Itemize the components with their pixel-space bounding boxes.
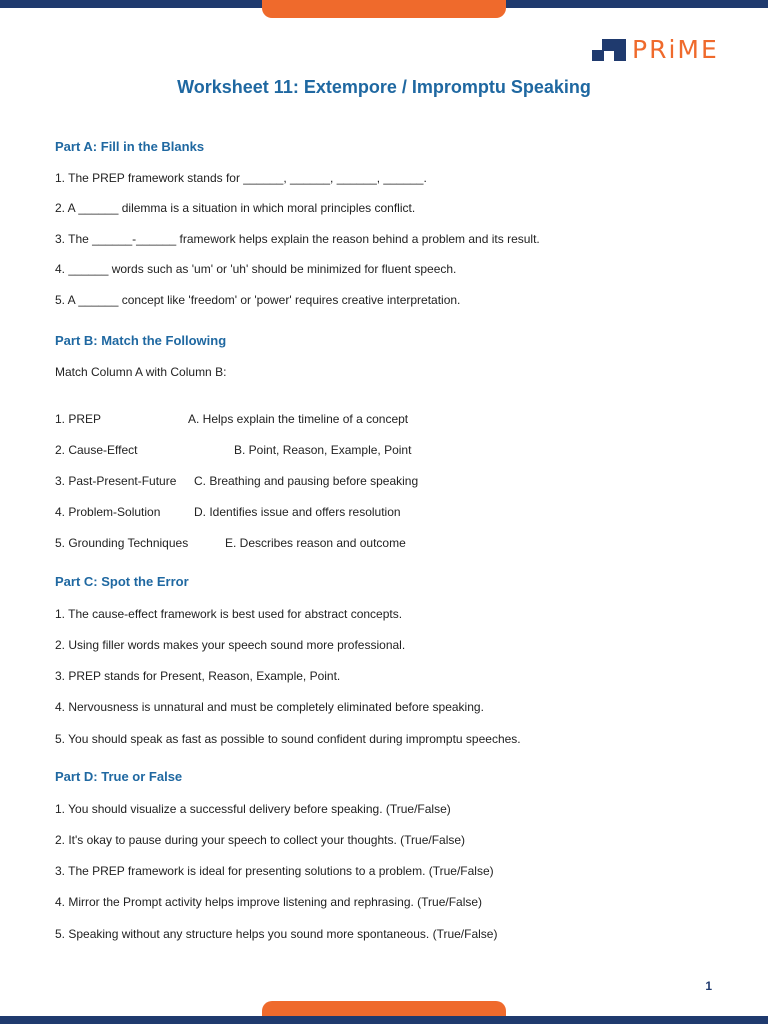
part-c-heading: Part C: Spot the Error (55, 574, 189, 589)
part-a-item: 1. The PREP framework stands for ______, ______, ______, ______. (55, 171, 427, 185)
match-column-b-item: E. Describes reason and outcome (225, 536, 406, 550)
part-a-item: 5. A ______ concept like 'freedom' or 'power' requires creative interpretation. (55, 293, 461, 307)
bottom-decor-bar (0, 1016, 768, 1024)
match-column-a-item: 2. Cause-Effect (55, 443, 138, 457)
match-column-a-item: 4. Problem-Solution (55, 505, 161, 519)
part-d-item: 2. It's okay to pause during your speech to collect your thoughts. (True/False) (55, 833, 466, 847)
part-c-item: 1. The cause-effect framework is best used for abstract concepts. (55, 607, 403, 621)
part-d-item: 5. Speaking without any structure helps you sound more spontaneous. (True/False) (55, 927, 498, 941)
part-a-item: 3. The ______-______ framework helps explain the reason behind a problem and its result. (55, 232, 540, 246)
part-d-item: 1. You should visualize a successful delivery before speaking. (True/False) (55, 802, 451, 816)
page-number: 1 (705, 979, 712, 993)
match-column-a-item: 1. PREP (55, 412, 102, 426)
match-column-b-item: D. Identifies issue and offers resolution (194, 505, 401, 519)
page-title: Worksheet 11: Extempore / Impromptu Speaking (177, 77, 591, 97)
part-a-item: 4. ______ words such as 'um' or 'uh' should be minimized for fluent speech. (55, 262, 457, 276)
steps-logo-icon (592, 39, 626, 61)
part-c-item: 3. PREP stands for Present, Reason, Example, Point. (55, 669, 341, 683)
part-b-instruction: Match Column A with Column B: (55, 365, 227, 379)
match-column-a-item: 5. Grounding Techniques (55, 536, 189, 550)
part-c-item: 5. You should speak as fast as possible to sound confident during impromptu speeches. (55, 732, 521, 746)
part-d-item: 4. Mirror the Prompt activity helps improve listening and rephrasing. (True/False) (55, 895, 483, 909)
match-column-b-item: B. Point, Reason, Example, Point (234, 443, 412, 457)
top-decor-tab (262, 0, 506, 18)
logo-wordmark: PRiME (632, 35, 719, 64)
prime-logo (592, 36, 719, 64)
part-c-item: 2. Using filler words makes your speech sound more professional. (55, 638, 406, 652)
match-column-b-item: C. Breathing and pausing before speaking (194, 474, 419, 488)
match-column-a-item: 3. Past-Present-Future (55, 474, 177, 488)
part-d-heading: Part D: True or False (55, 769, 183, 784)
part-d-item: 3. The PREP framework is ideal for presenting solutions to a problem. (True/False) (55, 864, 494, 878)
part-b-heading: Part B: Match the Following (55, 333, 227, 348)
part-a-item: 2. A ______ dilemma is a situation in which moral principles conflict. (55, 201, 416, 215)
part-a-heading: Part A: Fill in the Blanks (55, 139, 205, 154)
part-c-item: 4. Nervousness is unnatural and must be completely eliminated before speaking. (55, 700, 484, 714)
match-column-b-item: A. Helps explain the timeline of a concept (188, 412, 409, 426)
